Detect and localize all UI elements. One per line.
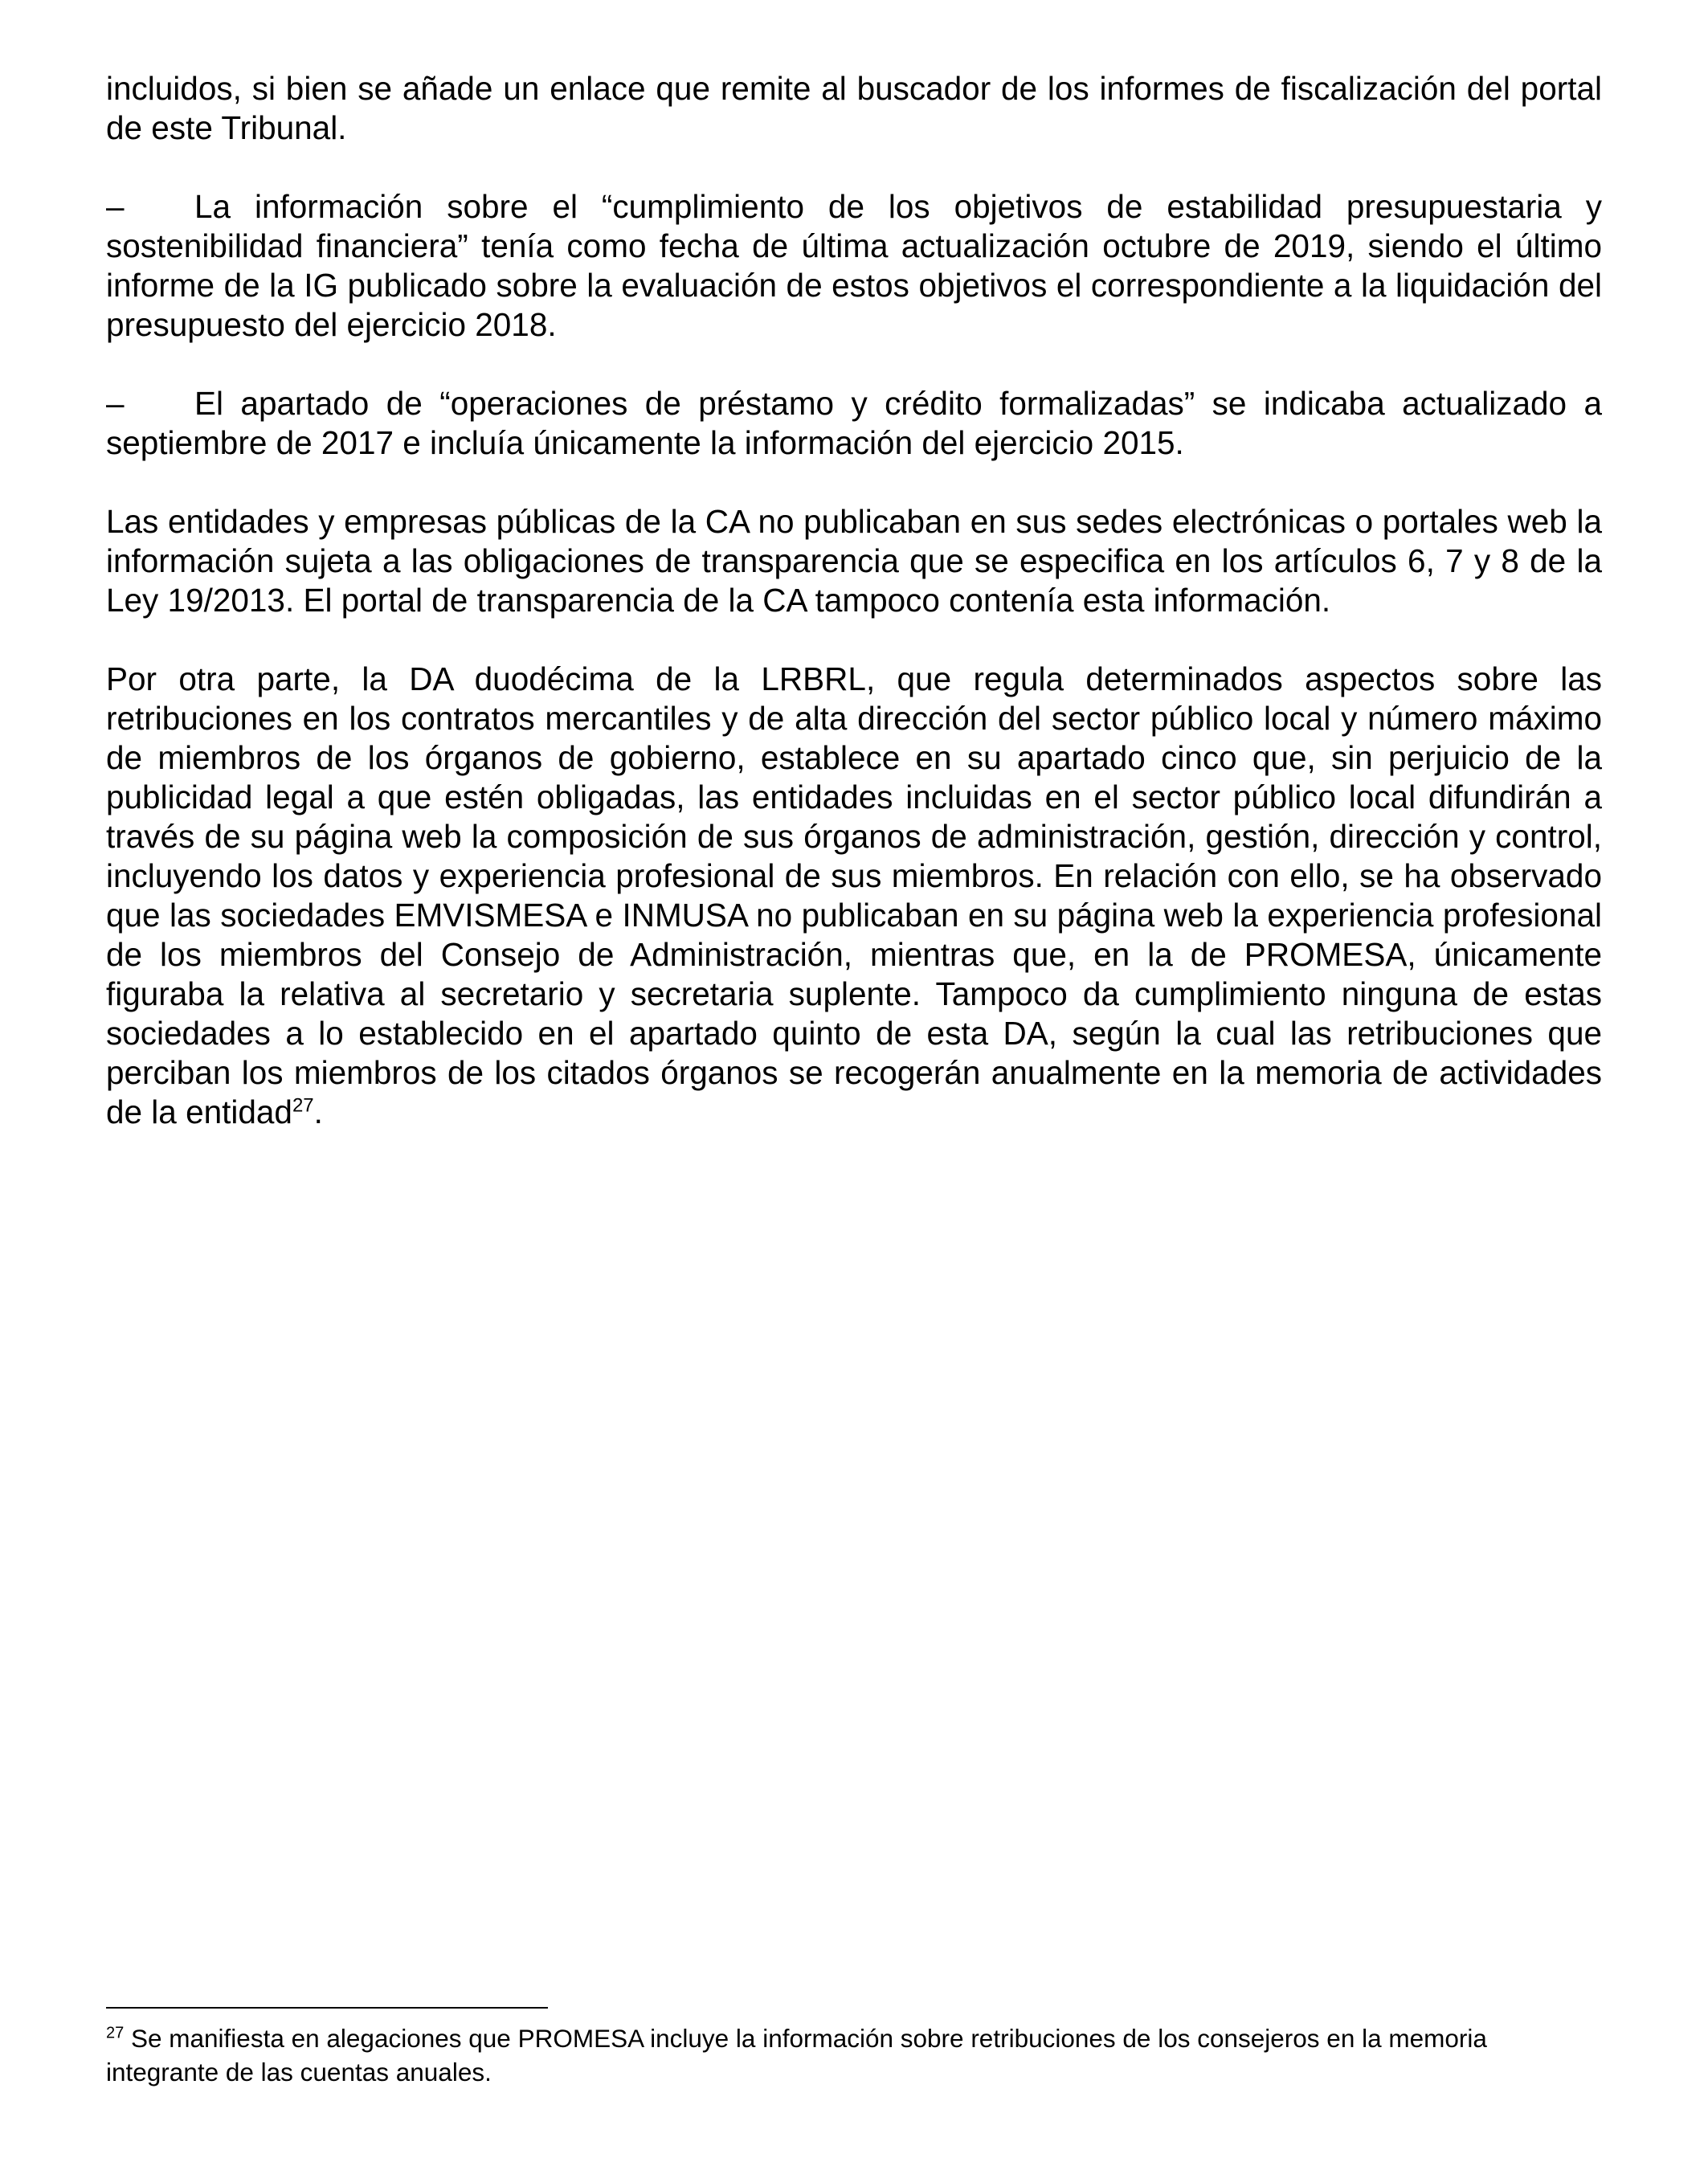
footnote [106, 2021, 1602, 2089]
paragraph-lrbrl-text: Por otra parte, la DA duodécima de la LRBRL, que regula determinados aspectos sobre las retribuciones en los contratos mercantiles y de alta dirección del sector público local y número máximo de miembros de los órganos de gobierno, establece en su apartado cinco que, sin perjuicio de la publicidad legal a que estén obligadas, las entidades incluidas en el sector público local difundirán a través de su página web la composición de sus órganos de administración, gestión, dirección y control, incluyendo los datos y experiencia profesional de sus miembros. En relación con ello, se ha observado que las sociedades EMVISMESA e INMUSA no publicaban en su página web la experiencia profesional de los miembros del Consejo de Administración, mientras que, en la de PROMESA, únicamente figuraba la relativa al secretario y secretaria suplente. Tampoco da cumplimiento ninguna de estas sociedades a lo establecido en el apartado quinto de esta DA, según la cual las retribuciones que perciban los miembros de los citados órganos se recogerán anualmente en la memoria de actividades de la entidad [106, 660, 1602, 1130]
bullet-text: El apartado de “operaciones de préstamo y crédito formalizadas” se indicaba actualizado a septiembre de 2017 e incluía únicamente la información del ejercicio 2015. [106, 385, 1602, 461]
footnote-text-block [106, 2021, 1602, 2089]
dash-bullet: – [106, 385, 125, 422]
footnote-separator [106, 2007, 548, 2009]
paragraph-continuation: incluidos, si bien se añade un enlace que remite al buscador de los informes de fiscalización del portal de este Tribunal. [106, 70, 1602, 146]
bullet-item-loan-operations [106, 384, 1602, 463]
footnote-reference[interactable]: 27 [292, 1094, 314, 1117]
paragraph-public-entities: Las entidades y empresas públicas de la CA no publicaban en sus sedes electrónicas o portales web la información sujeta a las obligaciones de transparencia que se especifica en los artículos 6, 7 y 8 de la Ley 19/2013. El portal de transparencia de la CA tampoco contenía esta información. [106, 503, 1602, 619]
bullet-text: La información sobre el “cumplimiento de los objetivos de estabilidad presupuestaria y sostenibilidad financiera” tenía como fecha de última actualización octubre de 2019, siendo el último informe de la IG publicado sobre la evaluación de estos objetivos el correspondiente a la liquidación del presupuesto del ejercicio 2018. [106, 188, 1602, 343]
dash-bullet: – [106, 188, 125, 225]
bullet-item-stability-objectives [106, 187, 1602, 345]
document-body [106, 69, 1602, 1171]
footnote-text: Se manifiesta en alegaciones que PROMESA incluye la información sobre retribuciones de los consejeros en la memoria integrante de las cuentas anuales. [106, 2024, 1487, 2086]
footnote-number: 27 [106, 2024, 125, 2042]
paragraph-end-punctuation: . [313, 1093, 323, 1130]
paragraph-lrbrl [106, 660, 1602, 1132]
